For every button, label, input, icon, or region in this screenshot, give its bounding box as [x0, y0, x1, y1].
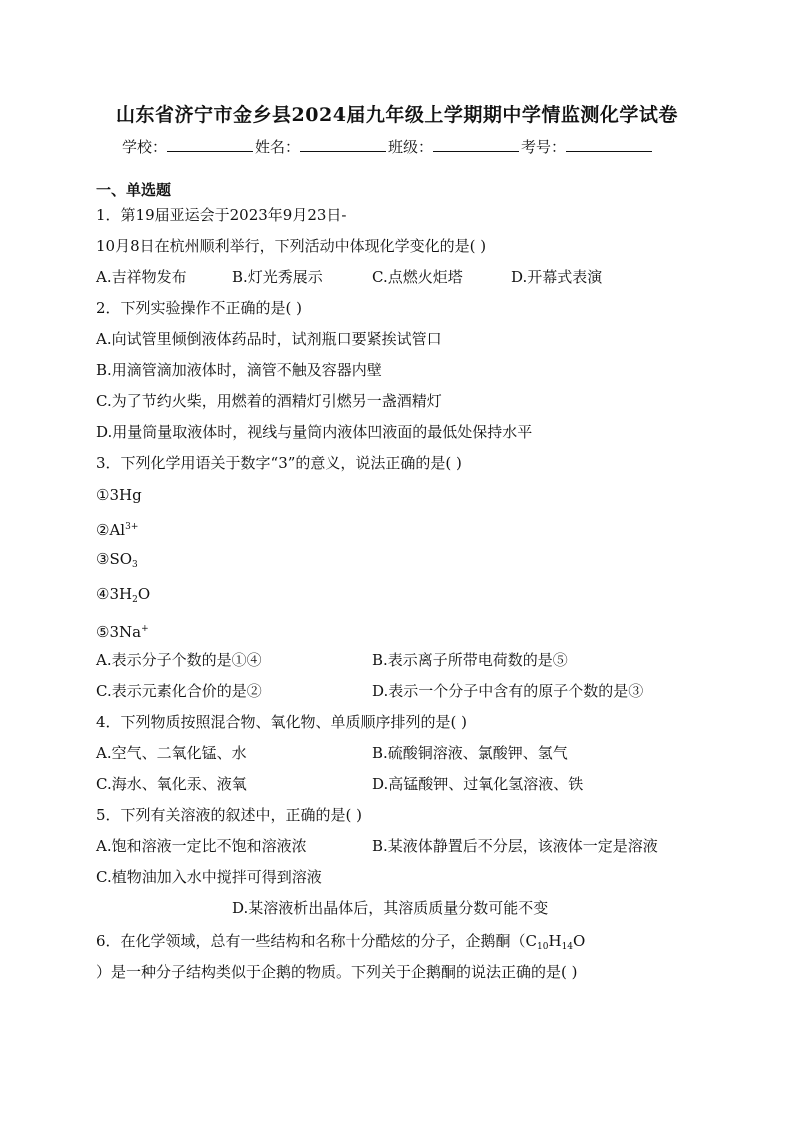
school-blank[interactable] — [167, 137, 253, 152]
class-blank[interactable] — [433, 137, 519, 152]
exam-title: 山东省济宁市金乡县2024届九年级上学期期中学情监测化学试卷 — [116, 104, 678, 126]
q3-item-4 — [96, 584, 150, 610]
q2-option-c: C.为了节约火柴，用燃着的酒精灯引燃另一盏酒精灯 — [96, 392, 442, 410]
q4-option-b: B.硫酸铜溶液、氯酸钾、氢气 — [372, 744, 568, 762]
q6-stem-line1 — [96, 931, 585, 957]
q3-option-d: D.表示一个分子中含有的原子个数的是③ — [372, 682, 644, 700]
q3-item-4-num: ④ — [96, 585, 110, 603]
q3-item-3-formula: SO — [109, 550, 133, 568]
q5-stem: 5．下列有关溶液的叙述中，正确的是( ) — [96, 806, 363, 824]
q3-item-2 — [96, 517, 138, 540]
q3-item-4-formula-post: O — [137, 585, 151, 603]
q1-option-d: D.开幕式表演 — [511, 268, 603, 286]
number-blank[interactable] — [566, 137, 652, 152]
q3-item-5-formula: 3Na — [109, 623, 142, 641]
q5-option-b: B.某液体静置后不分层，该液体一定是溶液 — [372, 837, 658, 855]
q3-item-4-formula-pre: 3H — [109, 585, 133, 603]
q6-formula-h: H — [548, 932, 562, 950]
school-label: 学校： — [122, 138, 168, 156]
q6-stem-line2: ）是一种分子结构类似于企鹅的物质。下列关于企鹅酮的说法正确的是( ) — [96, 963, 578, 981]
class-label: 班级： — [388, 138, 434, 156]
q2-stem: 2．下列实验操作不正确的是( ) — [96, 299, 303, 317]
q5-option-a: A.饱和溶液一定比不饱和溶液浓 — [96, 837, 307, 855]
q3-item-3 — [96, 549, 138, 575]
q3-option-c: C.表示元素化合价的是② — [96, 682, 262, 700]
q6-formula-sub-h: 14 — [561, 942, 574, 952]
q4-stem: 4．下列物质按照混合物、氧化物、单质顺序排列的是( ) — [96, 713, 468, 731]
number-label: 考号： — [521, 138, 567, 156]
q1-option-b: B.灯光秀展示 — [232, 268, 323, 286]
q3-item-2-charge: 3+ — [125, 522, 139, 532]
q4-option-c: C.海水、氧化汞、液氧 — [96, 775, 247, 793]
q6-formula-o: O — [573, 932, 586, 950]
q3-item-1-num: ① — [96, 486, 110, 504]
q3-item-4-subscript: 2 — [132, 595, 138, 605]
student-info-line — [122, 136, 654, 157]
q6-formula-sub-c: 10 — [537, 942, 549, 952]
q3-item-5 — [96, 619, 149, 642]
q3-item-3-num: ③ — [96, 550, 110, 568]
q6-stem-text: 6．在化学领域，总有一些结构和名称十分酷炫的分子，企鹅酮（C — [96, 932, 538, 950]
q2-option-d: D.用量筒量取液体时，视线与量筒内液体凹液面的最低处保持水平 — [96, 423, 533, 441]
q3-item-5-num: ⑤ — [96, 623, 110, 641]
q3-item-5-charge: + — [141, 624, 149, 634]
q3-stem: 3．下列化学用语关于数字“3”的意义，说法正确的是( ) — [96, 454, 462, 472]
section-heading: 一、单选题 — [96, 181, 172, 199]
q3-item-3-subscript: 3 — [132, 560, 138, 570]
q1-stem-line2: 10月8日在杭州顺利举行，下列活动中体现化学变化的是( ) — [96, 237, 487, 255]
q3-item-1-formula: 3Hg — [109, 486, 142, 504]
q1-option-c: C.点燃火炬塔 — [372, 268, 463, 286]
q3-item-2-formula: Al — [109, 521, 126, 539]
q4-option-d: D.高锰酸钾、过氧化氢溶液、铁 — [372, 775, 584, 793]
name-blank[interactable] — [300, 137, 386, 152]
q3-option-b: B.表示离子所带电荷数的是⑤ — [372, 651, 568, 669]
q3-option-a: A.表示分子个数的是①④ — [96, 651, 262, 669]
q5-option-c: C.植物油加入水中搅拌可得到溶液 — [96, 868, 322, 886]
q1-stem-line1: 1．第19届亚运会于2023年9月23日- — [96, 206, 347, 224]
name-label: 姓名： — [255, 138, 301, 156]
q1-option-a: A.吉祥物发布 — [96, 268, 187, 286]
q4-option-a: A.空气、二氧化锰、水 — [96, 744, 247, 762]
q2-option-b: B.用滴管滴加液体时，滴管不触及容器内壁 — [96, 361, 382, 379]
q3-item-2-num: ② — [96, 521, 110, 539]
q3-item-1 — [96, 485, 142, 505]
q2-option-a: A.向试管里倾倒液体药品时，试剂瓶口要紧挨试管口 — [96, 330, 442, 348]
q5-option-d: D.某溶液析出晶体后，其溶质质量分数可能不变 — [232, 899, 549, 917]
